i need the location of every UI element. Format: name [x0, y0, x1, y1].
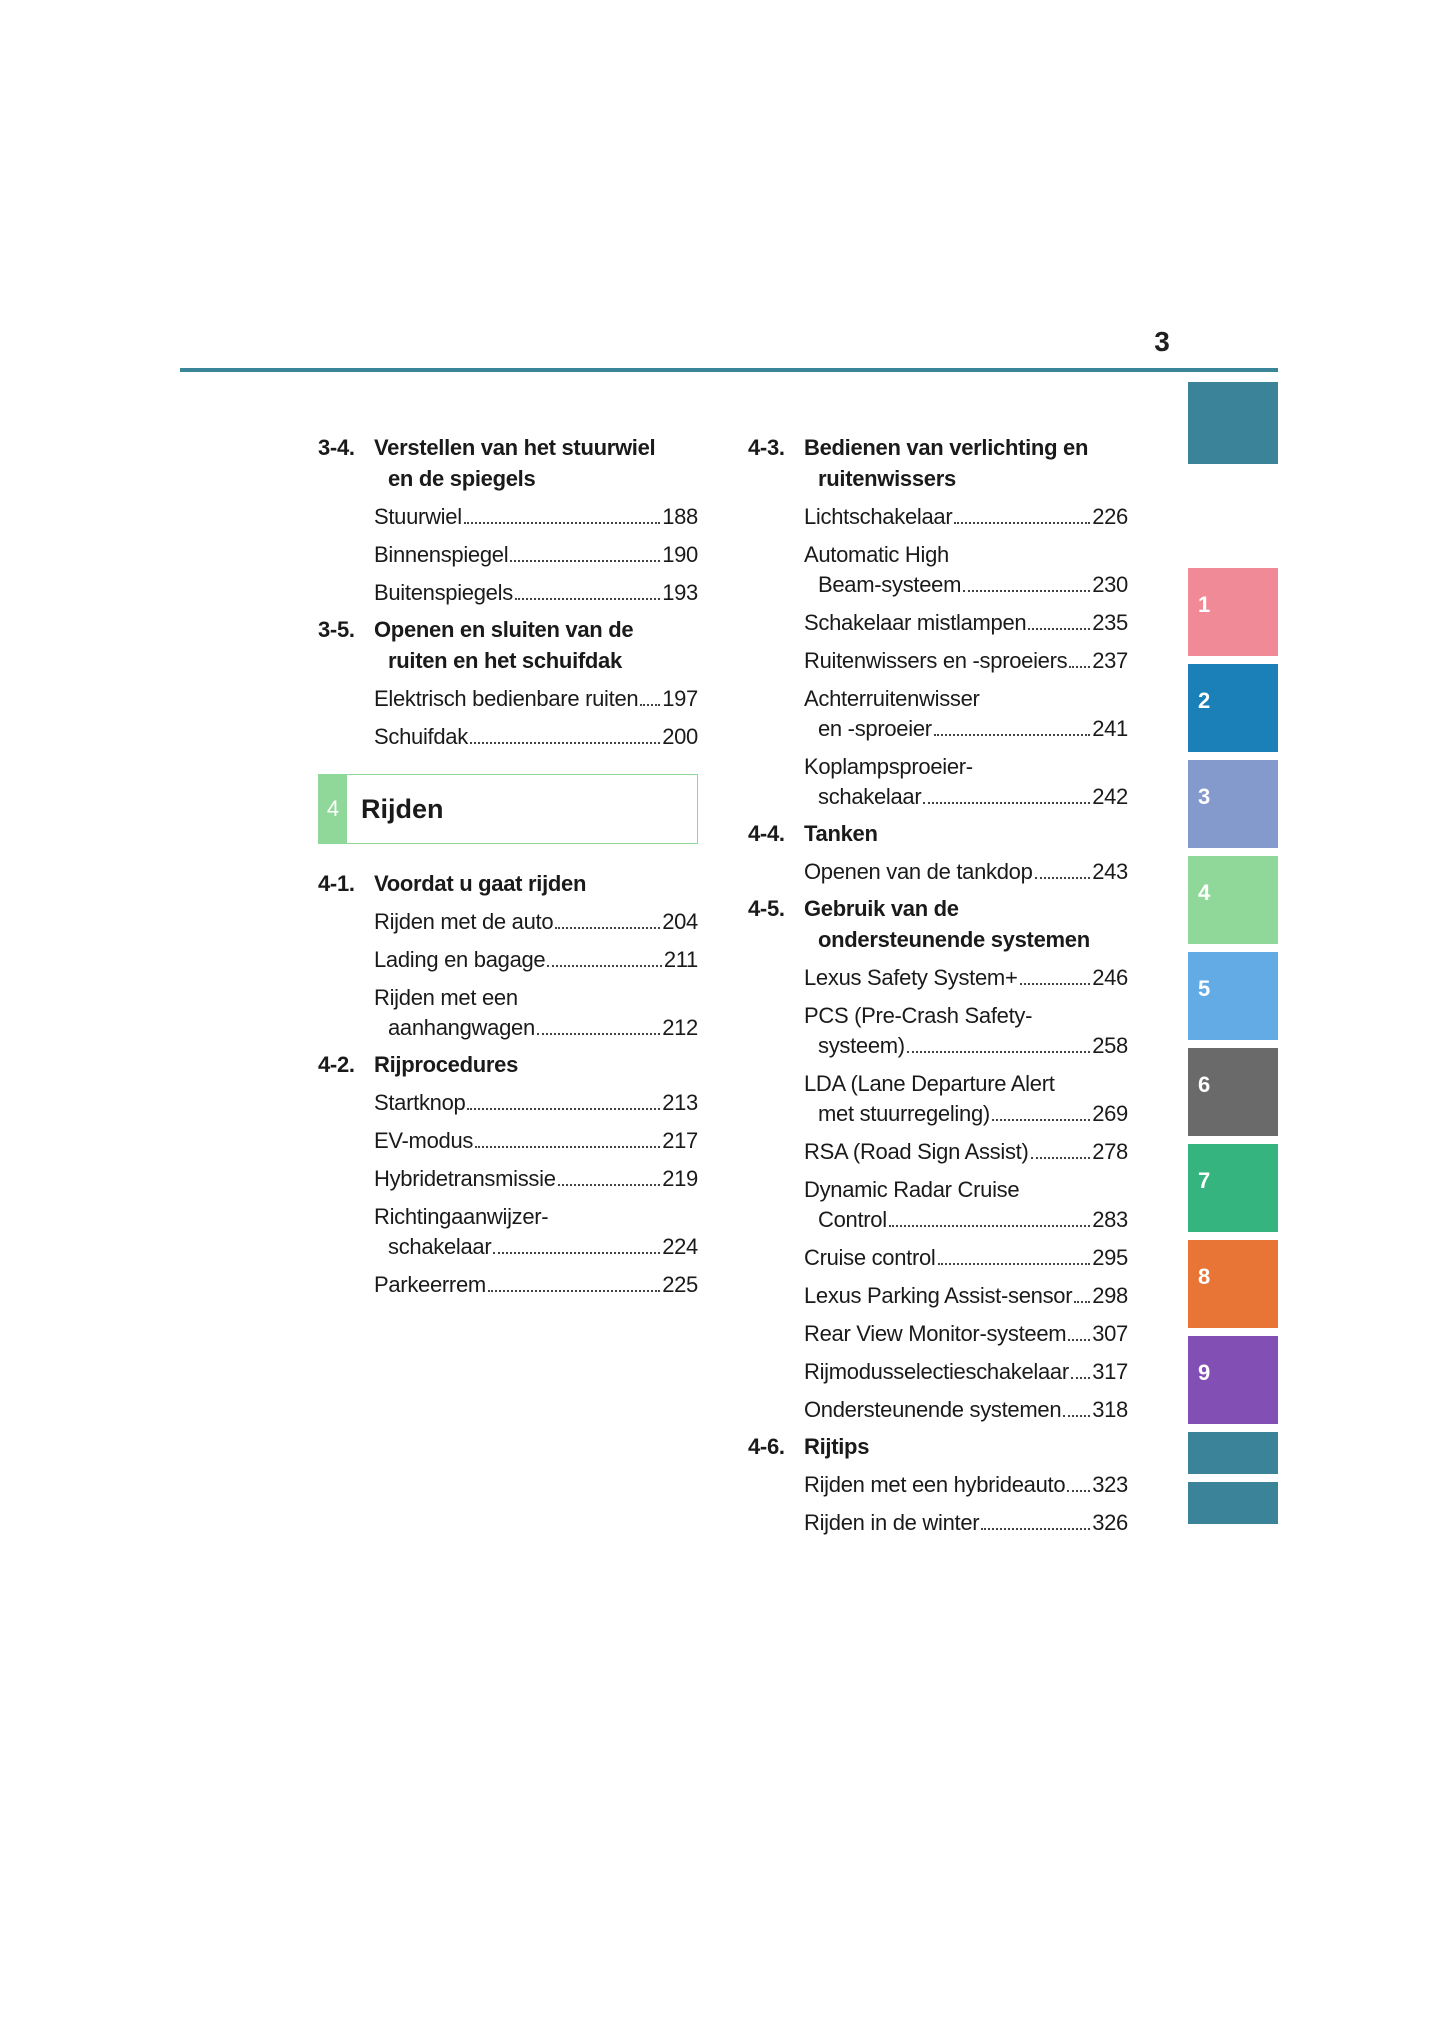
toc-entry[interactable]: [748, 646, 1128, 676]
side-tab[interactable]: [1188, 1336, 1278, 1424]
entry-title: EV-modus: [374, 1128, 474, 1153]
toc-entry[interactable]: [318, 945, 698, 975]
entry-page: 269: [1092, 1101, 1128, 1126]
toc-entry[interactable]: [318, 1270, 698, 1300]
entry-page: 193: [662, 580, 698, 605]
dot-leader: [1035, 877, 1091, 879]
entry-page: 278: [1092, 1139, 1128, 1164]
entry-title: Lexus Parking Assist-sensor: [804, 1283, 1073, 1308]
entry-page: 219: [662, 1166, 698, 1191]
dot-leader: [1069, 666, 1090, 668]
dot-leader: [934, 734, 1090, 736]
section-title: Bedienen van verlichting en: [804, 435, 1089, 460]
toc-entry[interactable]: [318, 1164, 698, 1194]
dot-leader: [555, 927, 660, 929]
entry-page: 230: [1092, 572, 1128, 597]
toc-entry[interactable]: [748, 502, 1128, 532]
side-tab[interactable]: [1188, 568, 1278, 656]
dot-leader: [954, 522, 1090, 524]
section-heading[interactable]: [748, 818, 1128, 849]
section-title-cont: ondersteunende systemen: [818, 927, 1090, 952]
section-heading[interactable]: [318, 432, 698, 494]
dot-leader: [907, 1051, 1090, 1053]
dot-leader: [470, 742, 660, 744]
toc-entry[interactable]: [748, 1281, 1128, 1311]
section-title: Tanken: [804, 821, 878, 846]
section-title: Gebruik van de: [804, 896, 959, 921]
section-title-cont: ruiten en het schuifdak: [388, 648, 622, 673]
entry-page: 235: [1092, 610, 1128, 635]
entry-page: 242: [1092, 784, 1128, 809]
section-heading[interactable]: [748, 893, 1128, 955]
entry-title: Rear View Monitor-systeem: [804, 1321, 1067, 1346]
entry-page: 323: [1092, 1472, 1128, 1497]
dot-leader: [510, 560, 660, 562]
entry-page: 224: [662, 1234, 698, 1259]
side-tab[interactable]: [1188, 856, 1278, 944]
entry-page: 243: [1092, 859, 1128, 884]
entry-title: Schakelaar mistlampen: [804, 610, 1027, 635]
entry-page: 258: [1092, 1033, 1128, 1058]
entry-title: Dynamic Radar Cruise: [804, 1177, 1020, 1202]
side-tab[interactable]: [1188, 1144, 1278, 1232]
entry-title: Rijmodusselectieschakelaar: [804, 1359, 1069, 1384]
entry-title: Openen van de tankdop: [804, 859, 1033, 884]
toc-column-right: [748, 432, 1128, 1538]
tab-label: 8: [1198, 1264, 1211, 1289]
entry-title: Lading en bagage: [374, 947, 546, 972]
dot-leader: [493, 1252, 660, 1254]
entry-page: 237: [1092, 648, 1128, 673]
tab-label: 9: [1198, 1360, 1211, 1385]
side-tab[interactable]: [1188, 1432, 1278, 1474]
entry-title: Rijden met een hybrideauto: [804, 1472, 1066, 1497]
entry-page: 188: [662, 504, 698, 529]
entry-title-cont: schakelaar: [818, 784, 922, 809]
entry-title: Koplampsproeier-: [804, 754, 973, 779]
entry-title: Rijden met een: [374, 985, 518, 1010]
entry-title: Lexus Safety System+: [804, 965, 1018, 990]
section-number: 4-4.: [748, 821, 785, 846]
section-heading[interactable]: [748, 1431, 1128, 1462]
chapter-title: Rijden: [361, 793, 444, 824]
toc-entry[interactable]: [748, 1001, 1128, 1061]
section-heading[interactable]: [318, 614, 698, 676]
section-heading[interactable]: [748, 432, 1128, 494]
chapter-banner: [318, 774, 698, 844]
section-heading[interactable]: [318, 868, 698, 899]
section-number: 3-5.: [318, 617, 355, 642]
section-title: Openen en sluiten van de: [374, 617, 634, 642]
dot-leader: [1068, 1339, 1090, 1341]
entry-title: Ondersteunende systemen: [804, 1397, 1062, 1422]
toc-entry[interactable]: [748, 540, 1128, 600]
toc-entry[interactable]: [748, 1395, 1128, 1425]
toc-column-left: [318, 432, 698, 1300]
toc-entry[interactable]: [748, 1319, 1128, 1349]
toc-entry[interactable]: [748, 1357, 1128, 1387]
tab-label: 2: [1198, 688, 1211, 713]
dot-leader: [515, 598, 660, 600]
entry-page: 212: [662, 1015, 698, 1040]
dot-leader: [488, 1290, 660, 1292]
entry-page: 217: [662, 1128, 698, 1153]
side-tab[interactable]: [1188, 952, 1278, 1040]
entry-page: 226: [1092, 504, 1128, 529]
section-title: Rijtips: [804, 1434, 870, 1459]
section-heading[interactable]: [318, 1049, 698, 1080]
entry-title: Schuifdak: [374, 724, 468, 749]
side-tab[interactable]: [1188, 382, 1278, 464]
entry-page: 197: [662, 686, 698, 711]
section-number: 3-4.: [318, 435, 355, 460]
dot-leader: [467, 1108, 660, 1110]
entry-title: Rijden met de auto: [374, 909, 554, 934]
entry-page: 295: [1092, 1245, 1128, 1270]
dot-leader: [537, 1033, 660, 1035]
section-title: Verstellen van het stuurwiel: [374, 435, 656, 460]
side-tab[interactable]: [1188, 1482, 1278, 1524]
toc-entry[interactable]: [318, 540, 698, 570]
dot-leader: [981, 1528, 1090, 1530]
entry-title-cont: systeem): [818, 1033, 905, 1058]
tab-label: 5: [1198, 976, 1211, 1001]
entry-title: Buitenspiegels: [374, 580, 513, 605]
entry-title-cont: en -sproeier: [818, 716, 932, 741]
toc-entry[interactable]: [318, 684, 698, 714]
entry-title: Richtingaanwijzer-: [374, 1204, 549, 1229]
dot-leader: [1063, 1415, 1090, 1417]
page-number: 3: [1154, 326, 1170, 357]
entry-title: Ruitenwissers en -sproeiers: [804, 648, 1068, 673]
toc-entry[interactable]: [748, 752, 1128, 812]
toc-entry[interactable]: [748, 1243, 1128, 1273]
entry-title: Achterruitenwisser: [804, 686, 980, 711]
entry-page: 246: [1092, 965, 1128, 990]
dot-leader: [475, 1146, 660, 1148]
entry-title: Hybridetransmissie: [374, 1166, 556, 1191]
entry-title: RSA (Road Sign Assist): [804, 1139, 1029, 1164]
entry-page: 317: [1092, 1359, 1128, 1384]
entry-page: 213: [662, 1090, 698, 1115]
entry-page: 326: [1092, 1510, 1128, 1535]
dot-leader: [464, 522, 660, 524]
entry-title: LDA (Lane Departure Alert: [804, 1071, 1055, 1096]
side-tab[interactable]: [1188, 760, 1278, 848]
section-title: Voordat u gaat rijden: [374, 871, 587, 896]
dot-leader: [1028, 628, 1090, 630]
entry-page: 307: [1092, 1321, 1128, 1346]
entry-page: 204: [662, 909, 698, 934]
chapter-number: 4: [319, 775, 347, 843]
tab-label: 4: [1198, 880, 1211, 905]
entry-page: 190: [662, 542, 698, 567]
dot-leader: [923, 802, 1090, 804]
section-number: 4-3.: [748, 435, 785, 460]
entry-page: 200: [662, 724, 698, 749]
entry-title-cont: Control: [818, 1207, 887, 1232]
toc-entry[interactable]: [318, 1126, 698, 1156]
tab-label: 3: [1198, 784, 1211, 809]
toc-entry[interactable]: [748, 1470, 1128, 1500]
entry-page: 298: [1092, 1283, 1128, 1308]
toc-entry[interactable]: [318, 1088, 698, 1118]
section-number: 4-2.: [318, 1052, 355, 1077]
dot-leader: [938, 1263, 1091, 1265]
section-title-cont: en de spiegels: [388, 466, 536, 491]
tab-label: 6: [1198, 1072, 1211, 1097]
toc-entry[interactable]: [318, 907, 698, 937]
entry-title: Elektrisch bedienbare ruiten: [374, 686, 639, 711]
dot-leader: [547, 965, 661, 967]
dot-leader: [1067, 1490, 1090, 1492]
dot-leader: [1071, 1377, 1090, 1379]
side-tab[interactable]: [1188, 1240, 1278, 1328]
entry-title: Stuurwiel: [374, 504, 462, 529]
toc-entry[interactable]: [748, 608, 1128, 638]
dot-leader: [963, 590, 1090, 592]
section-title-cont: ruitenwissers: [818, 466, 956, 491]
entry-page: 225: [662, 1272, 698, 1297]
dot-leader: [1074, 1301, 1090, 1303]
entry-title: Parkeerrem: [374, 1272, 486, 1297]
entry-title-cont: met stuurregeling): [818, 1101, 990, 1126]
dot-leader: [558, 1184, 661, 1186]
side-tab[interactable]: [1188, 664, 1278, 752]
toc-entry[interactable]: [318, 1202, 698, 1262]
dot-leader: [1031, 1157, 1091, 1159]
entry-title-cont: schakelaar: [388, 1234, 492, 1259]
entry-title: Automatic High: [804, 542, 949, 567]
tab-label: 7: [1198, 1168, 1211, 1193]
section-number: 4-1.: [318, 871, 355, 896]
entry-title: Startknop: [374, 1090, 466, 1115]
entry-title: Cruise control: [804, 1245, 936, 1270]
section-number: 4-6.: [748, 1434, 785, 1459]
toc-entry[interactable]: [748, 1508, 1128, 1538]
toc-entry[interactable]: [748, 1069, 1128, 1129]
dot-leader: [992, 1119, 1090, 1121]
entry-title: Rijden in de winter: [804, 1510, 980, 1535]
entry-title: Binnenspiegel: [374, 542, 509, 567]
section-title: Rijprocedures: [374, 1052, 519, 1077]
entry-page: 283: [1092, 1207, 1128, 1232]
toc-entry[interactable]: [748, 857, 1128, 887]
dot-leader: [640, 704, 660, 706]
dot-leader: [889, 1225, 1090, 1227]
entry-title: PCS (Pre-Crash Safety-: [804, 1003, 1033, 1028]
tab-label: 1: [1198, 592, 1211, 617]
toc-entry[interactable]: [748, 684, 1128, 744]
dot-leader: [1020, 983, 1091, 985]
toc-entry[interactable]: [748, 963, 1128, 993]
entry-page: 318: [1092, 1397, 1128, 1422]
entry-page: 211: [663, 947, 698, 972]
section-number: 4-5.: [748, 896, 785, 921]
toc-entry[interactable]: [318, 983, 698, 1043]
entry-title: Lichtschakelaar: [804, 504, 953, 529]
toc-entry[interactable]: [748, 1137, 1128, 1167]
header-rule: [180, 368, 1278, 372]
entry-title-cont: aanhangwagen: [388, 1015, 535, 1040]
entry-title-cont: Beam-systeem: [818, 572, 962, 597]
toc-entry[interactable]: [318, 578, 698, 608]
entry-page: 241: [1092, 716, 1128, 741]
toc-entry[interactable]: [748, 1175, 1128, 1235]
toc-entry[interactable]: [318, 722, 698, 752]
toc-entry[interactable]: [318, 502, 698, 532]
side-tab[interactable]: [1188, 1048, 1278, 1136]
